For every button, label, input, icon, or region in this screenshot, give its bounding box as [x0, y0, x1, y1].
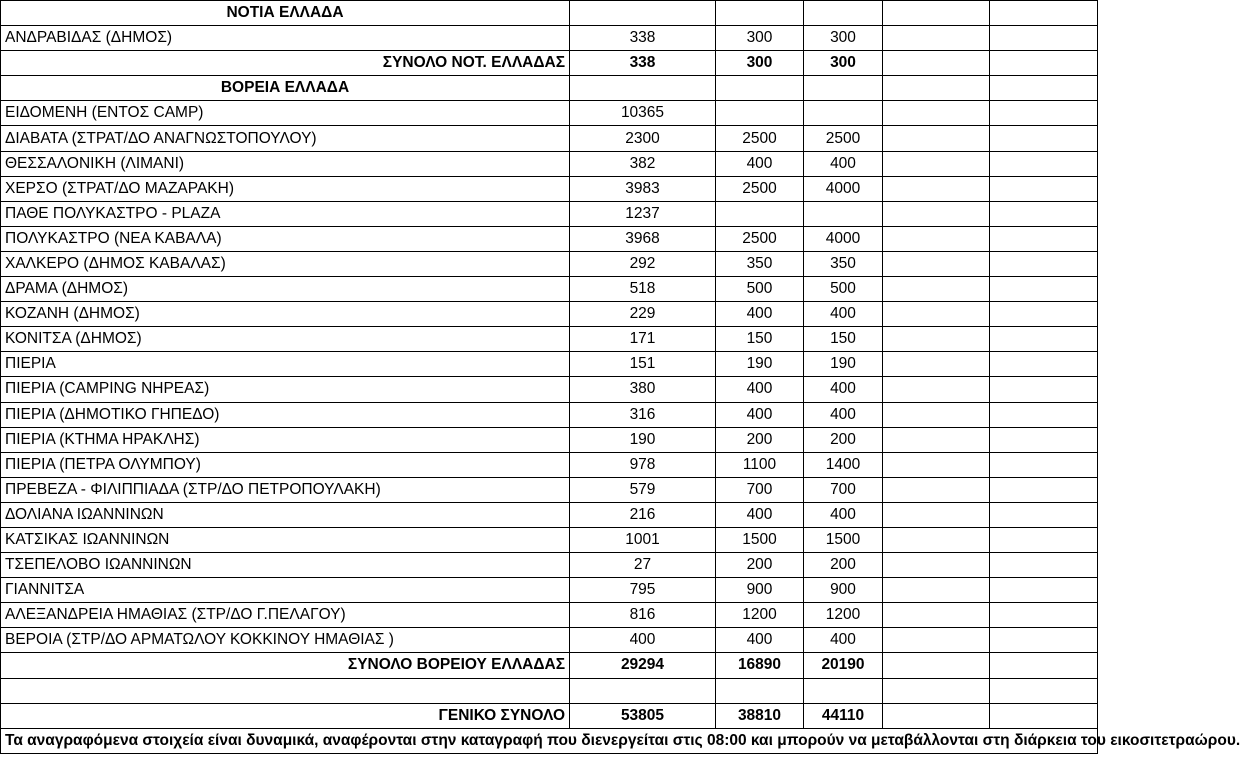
capacity-cell: 1500 [716, 527, 804, 552]
empty-cell [716, 1, 804, 26]
empty-cell [1, 678, 570, 703]
empty-cell [883, 101, 990, 126]
count-cell: 2300 [570, 126, 716, 151]
capacity-cell: 700 [716, 477, 804, 502]
empty-cell [990, 703, 1098, 728]
capacity-cell: 700 [804, 477, 883, 502]
empty-cell [990, 678, 1098, 703]
count-cell: 316 [570, 402, 716, 427]
count-cell: 292 [570, 251, 716, 276]
capacity-cell: 200 [716, 427, 804, 452]
empty-cell [883, 502, 990, 527]
capacity-cell: 400 [804, 151, 883, 176]
empty-cell [883, 377, 990, 402]
table-row [1, 277, 1098, 302]
table-row [1, 176, 1098, 201]
table-row [1, 302, 1098, 327]
empty-cell [990, 477, 1098, 502]
capacity-cell: 900 [804, 578, 883, 603]
location-name: ΔΡΑΜΑ (ΔΗΜΟΣ) [1, 277, 570, 302]
empty-cell [804, 76, 883, 101]
capacity-cell: 2500 [716, 226, 804, 251]
capacity-cell: 150 [804, 327, 883, 352]
count-cell: 816 [570, 603, 716, 628]
count-cell: 27 [570, 553, 716, 578]
empty-cell [883, 427, 990, 452]
empty-cell [883, 553, 990, 578]
count-cell: 229 [570, 302, 716, 327]
table-row [1, 26, 1098, 51]
table-row [1, 226, 1098, 251]
capacity-cell: 400 [716, 402, 804, 427]
table-row [1, 502, 1098, 527]
table-row [1, 377, 1098, 402]
empty-cell [990, 628, 1098, 653]
capacity-cell: 400 [716, 628, 804, 653]
capacity-cell: 500 [804, 277, 883, 302]
location-name: ΚΟΝΙΤΣΑ (ΔΗΜΟΣ) [1, 327, 570, 352]
table-row [1, 452, 1098, 477]
count-cell: 1001 [570, 527, 716, 552]
capacity-cell: 400 [716, 502, 804, 527]
capacity-cell: 400 [804, 377, 883, 402]
capacity-cell: 190 [716, 352, 804, 377]
table-row [1, 477, 1098, 502]
capacity-cell: 1100 [716, 452, 804, 477]
empty-cell [716, 678, 804, 703]
empty-cell [883, 26, 990, 51]
table-row [1, 126, 1098, 151]
capacity-cell: 300 [804, 26, 883, 51]
north-total-row [1, 653, 1098, 678]
capacity-cell [716, 101, 804, 126]
location-name: ΑΛΕΞΑΝΔΡΕΙΑ ΗΜΑΘΙΑΣ (ΣΤΡ/ΔΟ Γ.ΠΕΛΑΓΟΥ) [1, 603, 570, 628]
count-cell: 216 [570, 502, 716, 527]
empty-cell [883, 527, 990, 552]
location-name: ΚΑΤΣΙΚΑΣ ΙΩΑΝΝΙΝΩΝ [1, 527, 570, 552]
count-cell: 190 [570, 427, 716, 452]
total-count: 29294 [570, 653, 716, 678]
empty-cell [990, 402, 1098, 427]
grand-total-row [1, 703, 1098, 728]
count-cell: 3968 [570, 226, 716, 251]
total-capacity: 38810 [716, 703, 804, 728]
section-header-row [1, 1, 1098, 26]
total-capacity: 44110 [804, 703, 883, 728]
count-cell: 518 [570, 277, 716, 302]
empty-cell [883, 628, 990, 653]
count-cell: 579 [570, 477, 716, 502]
empty-cell [883, 251, 990, 276]
table-row [1, 603, 1098, 628]
location-name: ΠΙΕΡΙΑ (CAMPING ΝΗΡΕΑΣ) [1, 377, 570, 402]
location-name: ΠΑΘΕ ΠΟΛΥΚΑΣΤΡΟ - PLAZA [1, 201, 570, 226]
capacity-cell: 200 [804, 553, 883, 578]
location-name: ΠΙΕΡΙΑ (ΠΕΤΡΑ ΟΛΥΜΠΟΥ) [1, 452, 570, 477]
empty-cell [883, 226, 990, 251]
table-row [1, 427, 1098, 452]
empty-cell [883, 653, 990, 678]
total-count: 338 [570, 51, 716, 76]
capacity-cell: 400 [716, 151, 804, 176]
empty-cell [883, 703, 990, 728]
capacity-cell: 400 [804, 628, 883, 653]
count-cell: 795 [570, 578, 716, 603]
empty-cell [883, 1, 990, 26]
capacity-cell: 900 [716, 578, 804, 603]
capacity-cell: 1200 [804, 603, 883, 628]
table-row [1, 101, 1098, 126]
empty-cell [883, 277, 990, 302]
capacity-cell: 150 [716, 327, 804, 352]
footnote-row [1, 728, 1098, 753]
empty-cell [883, 452, 990, 477]
empty-cell [990, 51, 1098, 76]
table-row [1, 251, 1098, 276]
empty-cell [883, 603, 990, 628]
empty-cell [990, 277, 1098, 302]
location-name: ΠΙΕΡΙΑ [1, 352, 570, 377]
empty-cell [990, 352, 1098, 377]
table-row [1, 578, 1098, 603]
empty-cell [804, 1, 883, 26]
empty-cell [883, 402, 990, 427]
empty-cell [883, 578, 990, 603]
capacity-cell: 4000 [804, 176, 883, 201]
empty-cell [570, 678, 716, 703]
empty-cell [883, 678, 990, 703]
empty-cell [570, 1, 716, 26]
total-capacity: 20190 [804, 653, 883, 678]
location-name: ΒΕΡΟΙΑ (ΣΤΡ/ΔΟ ΑΡΜΑΤΩΛΟΥ ΚΟΚΚΙΝΟΥ ΗΜΑΘΙΑΣ ) [1, 628, 570, 653]
location-name: ΠΟΛΥΚΑΣΤΡΟ (ΝΕΑ ΚΑΒΑΛΑ) [1, 226, 570, 251]
count-cell: 400 [570, 628, 716, 653]
empty-cell [883, 176, 990, 201]
location-name: ΤΣΕΠΕΛΟΒΟ ΙΩΑΝΝΙΝΩΝ [1, 553, 570, 578]
location-name: ΓΙΑΝΝΙΤΣΑ [1, 578, 570, 603]
empty-cell [990, 452, 1098, 477]
count-cell: 978 [570, 452, 716, 477]
footnote: Τα αναγραφόμενα στοιχεία είναι δυναμικά, αναφέρονται στην καταγραφή που διενεργείται στις 08:00 και μπορούν να μεταβάλλονται στη διάρκεια του εικοσιτετραώρου. [1, 728, 1098, 753]
capacity-cell: 200 [716, 553, 804, 578]
location-name: ΔΙΑΒΑΤΑ (ΣΤΡΑΤ/ΔΟ ΑΝΑΓΝΩΣΤΟΠΟΥΛΟΥ) [1, 126, 570, 151]
empty-cell [990, 377, 1098, 402]
section-title-north: ΒΟΡΕΙΑ ΕΛΛΑΔΑ [1, 76, 570, 101]
count-cell: 1237 [570, 201, 716, 226]
capacity-cell: 400 [804, 302, 883, 327]
empty-cell [990, 201, 1098, 226]
empty-cell [883, 352, 990, 377]
empty-cell [883, 51, 990, 76]
empty-cell [570, 76, 716, 101]
location-name: ΑΝΔΡΑΒΙΔΑΣ (ΔΗΜΟΣ) [1, 26, 570, 51]
capacity-cell: 2500 [716, 126, 804, 151]
empty-cell [990, 226, 1098, 251]
table-row [1, 151, 1098, 176]
empty-cell [990, 578, 1098, 603]
section-title-south: ΝΟΤΙΑ ΕΛΛΑΔΑ [1, 1, 570, 26]
empty-cell [883, 76, 990, 101]
empty-cell [990, 76, 1098, 101]
capacity-cell: 1500 [804, 527, 883, 552]
capacity-cell: 350 [804, 251, 883, 276]
empty-cell [883, 477, 990, 502]
blank-row [1, 678, 1098, 703]
capacity-cell: 200 [804, 427, 883, 452]
empty-cell [990, 603, 1098, 628]
total-label: ΣΥΝΟΛΟ ΝΟΤ. ΕΛΛΑΔΑΣ [1, 51, 570, 76]
capacity-cell: 500 [716, 277, 804, 302]
empty-cell [883, 201, 990, 226]
total-label: ΓΕΝΙΚΟ ΣΥΝΟΛΟ [1, 703, 570, 728]
capacity-cell: 1200 [716, 603, 804, 628]
count-cell: 338 [570, 26, 716, 51]
location-name: ΠΙΕΡΙΑ (ΚΤΗΜΑ ΗΡΑΚΛΗΣ) [1, 427, 570, 452]
empty-cell [990, 502, 1098, 527]
total-capacity: 300 [716, 51, 804, 76]
empty-cell [990, 553, 1098, 578]
location-name: ΧΑΛΚΕΡΟ (ΔΗΜΟΣ ΚΑΒΑΛΑΣ) [1, 251, 570, 276]
capacity-cell: 400 [716, 377, 804, 402]
table-row [1, 402, 1098, 427]
capacity-cell: 190 [804, 352, 883, 377]
empty-cell [990, 176, 1098, 201]
capacity-cell [804, 201, 883, 226]
capacity-cell: 400 [716, 302, 804, 327]
empty-cell [990, 527, 1098, 552]
location-name: ΠΙΕΡΙΑ (ΔΗΜΟΤΙΚΟ ΓΗΠΕΔΟ) [1, 402, 570, 427]
capacity-cell [716, 201, 804, 226]
location-name: ΠΡΕΒΕΖΑ - ΦΙΛΙΠΠΙΑΔΑ (ΣΤΡ/ΔΟ ΠΕΤΡΟΠΟΥΛΑΚΗ) [1, 477, 570, 502]
empty-cell [990, 101, 1098, 126]
count-cell: 382 [570, 151, 716, 176]
count-cell: 3983 [570, 176, 716, 201]
empty-cell [883, 126, 990, 151]
table-row [1, 352, 1098, 377]
location-name: ΚΟΖΑΝΗ (ΔΗΜΟΣ) [1, 302, 570, 327]
empty-cell [804, 678, 883, 703]
count-cell: 10365 [570, 101, 716, 126]
total-capacity: 16890 [716, 653, 804, 678]
empty-cell [990, 26, 1098, 51]
south-total-row [1, 51, 1098, 76]
capacity-cell: 400 [804, 502, 883, 527]
capacity-cell: 300 [716, 26, 804, 51]
empty-cell [883, 327, 990, 352]
table-row [1, 201, 1098, 226]
empty-cell [990, 302, 1098, 327]
table-row [1, 628, 1098, 653]
capacity-cell [804, 101, 883, 126]
capacity-cell: 2500 [804, 126, 883, 151]
table-row [1, 327, 1098, 352]
capacity-cell: 350 [716, 251, 804, 276]
count-cell: 171 [570, 327, 716, 352]
count-cell: 151 [570, 352, 716, 377]
capacity-cell: 4000 [804, 226, 883, 251]
location-name: ΧΕΡΣΟ (ΣΤΡΑΤ/ΔΟ ΜΑΖΑΡΑΚΗ) [1, 176, 570, 201]
table-body [1, 1, 1240, 754]
capacity-cell: 400 [804, 402, 883, 427]
empty-cell [883, 151, 990, 176]
empty-cell [990, 1, 1098, 26]
location-name: ΔΟΛΙΑΝΑ ΙΩΑΝΝΙΝΩΝ [1, 502, 570, 527]
table-row [1, 527, 1098, 552]
total-label: ΣΥΝΟΛΟ ΒΟΡΕΙΟΥ ΕΛΛΑΔΑΣ [1, 653, 570, 678]
empty-cell [990, 251, 1098, 276]
capacity-cell: 2500 [716, 176, 804, 201]
count-cell: 380 [570, 377, 716, 402]
empty-cell [990, 653, 1098, 678]
capacity-cell: 1400 [804, 452, 883, 477]
empty-cell [716, 76, 804, 101]
empty-cell [990, 327, 1098, 352]
section-header-row [1, 76, 1098, 101]
total-count: 53805 [570, 703, 716, 728]
location-name: ΕΙΔΟΜΕΝΗ (ΕΝΤΟΣ CAMP) [1, 101, 570, 126]
location-name: ΘΕΣΣΑΛΟΝΙΚΗ (ΛΙΜΑΝΙ) [1, 151, 570, 176]
total-capacity: 300 [804, 51, 883, 76]
empty-cell [990, 126, 1098, 151]
empty-cell [990, 427, 1098, 452]
empty-cell [990, 151, 1098, 176]
empty-cell [883, 302, 990, 327]
table-row [1, 553, 1098, 578]
